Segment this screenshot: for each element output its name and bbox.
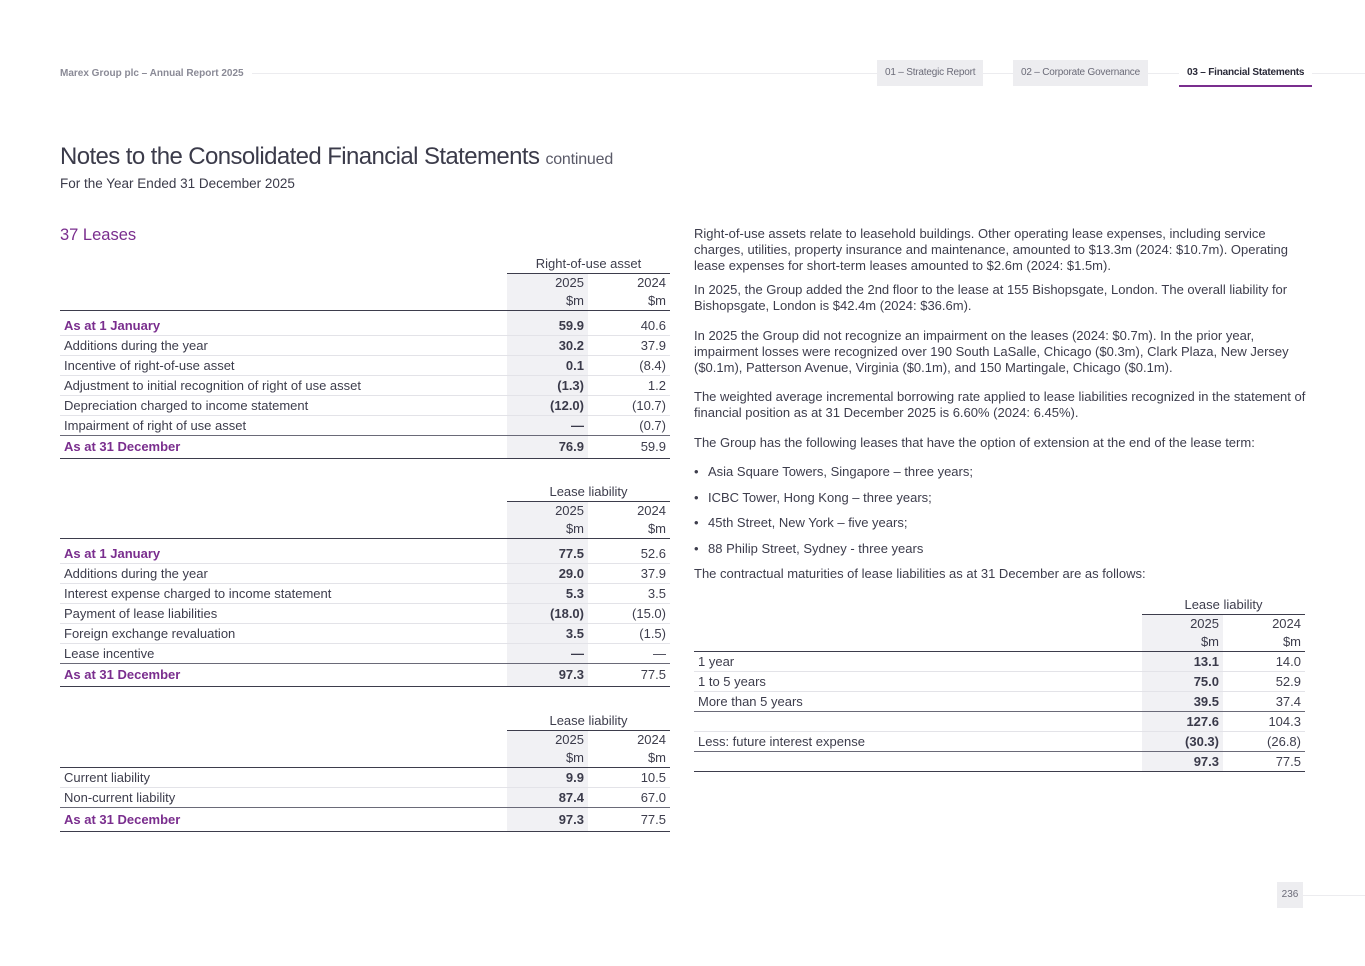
column-group-header: Lease liability	[1142, 594, 1305, 615]
page-title-suffix: continued	[545, 151, 614, 168]
row-label: Foreign exchange revaluation	[60, 624, 507, 644]
row-label: Incentive of right-of-use asset	[60, 356, 507, 376]
lease-liability-movement-table	[60, 481, 670, 687]
col-header-2024: 2024	[637, 503, 666, 518]
value-2025: 59.9	[507, 311, 588, 336]
value-2024: —	[588, 644, 670, 664]
row-label: Payment of lease liabilities	[60, 604, 507, 624]
paragraph-impairment: In 2025 the Group did not recognize an impairment on the leases (2024: $0.7m). In the prior year, impairment losses were recognized over 190 South LaSalle, Chicago ($0.3m), Clark Plaza, New Jersey ($0.1m), Patterson Avenue, Virginia ($0.1m), and 150 Martingale, Chicago ($0.1m).	[694, 328, 1289, 375]
row-label: Additions during the year	[60, 564, 507, 584]
lease-liability-classification-table	[60, 710, 670, 832]
value-2024: (1.5)	[588, 624, 670, 644]
col-header-2025: 2025	[507, 731, 588, 750]
page-title	[60, 143, 613, 171]
row-label: As at 1 January	[60, 311, 507, 336]
value-2025: 3.5	[507, 624, 588, 644]
value-2024: 37.4	[1223, 692, 1305, 712]
total-label: As at 31 December	[60, 808, 507, 832]
row-label: Additions during the year	[60, 336, 507, 356]
value-2025: 39.5	[1142, 692, 1223, 712]
row-label: Adjustment to initial recognition of right of use asset	[60, 376, 507, 396]
col-header-2024: 2024	[1272, 616, 1301, 631]
row-label: More than 5 years	[694, 692, 1142, 712]
value-2024: 1.2	[588, 376, 670, 396]
paragraph-extension-options: The Group has the following leases that have the option of extension at the end of the lease term:	[694, 435, 1255, 450]
value-2025: (1.3)	[507, 376, 588, 396]
row-label: Interest expense charged to income statement	[60, 584, 507, 604]
row-label: Lease incentive	[60, 644, 507, 664]
value-2025: 77.5	[507, 539, 588, 564]
total-2024: 77.5	[588, 664, 670, 687]
paragraph-bishopsgate: In 2025, the Group added the 2nd floor to the lease at 155 Bishopsgate, London. The overall liability for Bishopsgate, London is $42.4m (2024: $36.6m).	[694, 282, 1288, 313]
value-2024: 14.0	[1223, 652, 1305, 672]
list-item: • ICBC Tower, Hong Kong – three years;	[694, 489, 973, 515]
row-label: 1 to 5 years	[694, 672, 1142, 692]
column-group-header: Lease liability	[507, 710, 670, 731]
total-label: As at 31 December	[60, 664, 507, 687]
value-2025: 87.4	[507, 788, 588, 808]
page-title-text: Notes to the Consolidated Financial Statements	[60, 143, 540, 170]
value-2025: 0.1	[507, 356, 588, 376]
tab-corporate-governance[interactable]: 02 – Corporate Governance	[1013, 60, 1148, 86]
value-2025: 13.1	[1142, 652, 1223, 672]
col-header-2024: 2024	[637, 275, 666, 290]
col-unit-2025: $m	[507, 292, 588, 311]
row-label: Depreciation charged to income statement	[60, 396, 507, 416]
col-header-2025: 2025	[1142, 615, 1223, 634]
col-unit-2025: $m	[1142, 633, 1223, 652]
footer-divider	[1300, 895, 1365, 896]
value-2024: (0.7)	[588, 416, 670, 436]
row-label: Current liability	[60, 768, 507, 788]
subtotal-2025: 127.6	[1142, 712, 1223, 732]
subtotal-label	[694, 712, 1142, 732]
section-heading: 37 Leases	[60, 226, 137, 244]
total-2025: 97.3	[507, 664, 588, 687]
page-number: 236	[1277, 882, 1303, 908]
value-2025: 5.3	[507, 584, 588, 604]
row-label: Non-current liability	[60, 788, 507, 808]
col-unit-2024: $m	[588, 292, 670, 311]
col-unit-2024: $m	[588, 520, 670, 539]
value-2024: 40.6	[588, 311, 670, 336]
paragraph-maturities: The contractual maturities of lease liabilities as at 31 December are as follows:	[694, 566, 1146, 581]
value-2024: (15.0)	[588, 604, 670, 624]
value-2025: 75.0	[1142, 672, 1223, 692]
page-subtitle: For the Year Ended 31 December 2025	[60, 176, 295, 191]
value-2025: —	[507, 416, 588, 436]
less-interest-2024: (26.8)	[1223, 732, 1305, 752]
col-unit-2024: $m	[588, 749, 670, 768]
tab-strategic-report[interactable]: 01 – Strategic Report	[877, 60, 983, 86]
value-2024: 37.9	[588, 564, 670, 584]
extension-lease-list	[694, 463, 973, 565]
total-label: As at 31 December	[60, 436, 507, 459]
net-2025: 97.3	[1142, 752, 1223, 772]
value-2024: 3.5	[588, 584, 670, 604]
value-2025: —	[507, 644, 588, 664]
total-2024: 59.9	[588, 436, 670, 459]
less-interest-2025: (30.3)	[1142, 732, 1223, 752]
total-2025: 76.9	[507, 436, 588, 459]
net-label	[694, 752, 1142, 772]
col-header-2025: 2025	[507, 502, 588, 521]
value-2024: 67.0	[588, 788, 670, 808]
column-group-header: Lease liability	[507, 481, 670, 502]
paragraph-rou-assets: Right-of-use assets relate to leasehold buildings. Other operating lease expenses, including service charges, utilities, property insurance and maintenance, amounted to $13.3m (2024: $10.7m). Operating lease expenses for short-term leases amounted to $2.6m (2024: $1.5m).	[694, 226, 1289, 273]
column-group-header: Right-of-use asset	[507, 253, 670, 274]
value-2025: (12.0)	[507, 396, 588, 416]
col-header-2024: 2024	[637, 732, 666, 747]
value-2024: 52.9	[1223, 672, 1305, 692]
value-2024: 52.6	[588, 539, 670, 564]
lease-maturity-table	[694, 594, 1305, 772]
list-item: • 88 Philip Street, Sydney - three years	[694, 540, 973, 566]
value-2024: 10.5	[588, 768, 670, 788]
col-unit-2025: $m	[507, 749, 588, 768]
total-2025: 97.3	[507, 808, 588, 832]
row-label: 1 year	[694, 652, 1142, 672]
value-2024: (8.4)	[588, 356, 670, 376]
report-brand: Marex Group plc – Annual Report 2025	[60, 68, 250, 79]
row-label: Impairment of right of use asset	[60, 416, 507, 436]
net-2024: 77.5	[1223, 752, 1305, 772]
tab-financial-statements[interactable]: 03 – Financial Statements	[1179, 60, 1312, 87]
right-of-use-asset-table	[60, 253, 670, 459]
less-interest-label: Less: future interest expense	[694, 732, 1142, 752]
value-2024: (10.7)	[588, 396, 670, 416]
total-2024: 77.5	[588, 808, 670, 832]
value-2025: 30.2	[507, 336, 588, 356]
col-unit-2025: $m	[507, 520, 588, 539]
col-header-2025: 2025	[507, 274, 588, 293]
subtotal-2024: 104.3	[1223, 712, 1305, 732]
value-2025: (18.0)	[507, 604, 588, 624]
value-2024: 37.9	[588, 336, 670, 356]
row-label: As at 1 January	[60, 539, 507, 564]
paragraph-borrowing-rate: The weighted average incremental borrowing rate applied to lease liabilities recognized in the statement of financial position as at 31 December 2025 is 6.60% (2024: 6.45%).	[694, 389, 1306, 420]
value-2025: 9.9	[507, 768, 588, 788]
list-item: • Asia Square Towers, Singapore – three years;	[694, 463, 973, 489]
value-2025: 29.0	[507, 564, 588, 584]
col-unit-2024: $m	[1223, 633, 1305, 652]
list-item: • 45th Street, New York – five years;	[694, 514, 973, 540]
